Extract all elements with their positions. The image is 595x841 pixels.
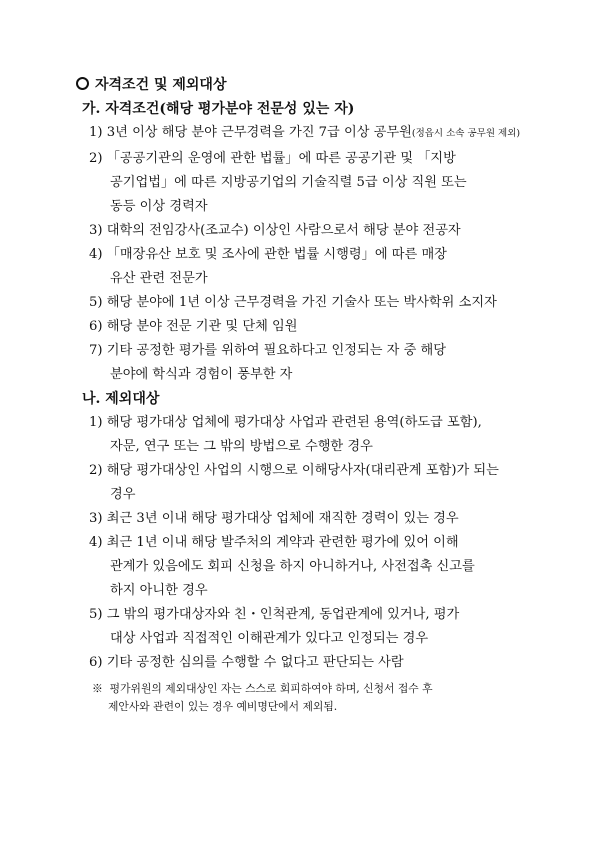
- item-text-continued: 자문, 연구 또는 그 밖의 방법으로 수행한 경우: [110, 439, 373, 454]
- item-number: 2): [89, 151, 103, 166]
- list-item: [89, 246, 447, 264]
- item-number: 1): [89, 415, 103, 430]
- item-text-continued: 분야에 학식과 경험이 풍부한 자: [110, 367, 293, 382]
- item-small-note: (정읍시 소속 공무원 제외): [411, 128, 521, 139]
- item-text-continued: 하지 아니한 경우: [110, 583, 208, 598]
- subsection-heading-ga: 가. 자격조건(해당 평가분야 전문성 있는 자): [82, 101, 355, 117]
- item-text: 「매장유산 보호 및 조사에 관한 법률 시행령」에 따른 매장: [106, 247, 447, 262]
- item-text: 해당 분야에 1년 이상 근무경력을 가진 기술사 또는 박사학위 소지자: [106, 295, 497, 310]
- item-text-continued: 대상 사업과 직접적인 이해관계가 있다고 인정되는 경우: [110, 631, 429, 646]
- list-item: [89, 462, 499, 480]
- item-text: 해당 평가대상 업체에 평가대상 사업과 관련된 용역(하도급 포함),: [106, 415, 482, 430]
- item-text: 그 밖의 평가대상자와 친・인척관계, 동업관계에 있거나, 평가: [106, 607, 460, 622]
- item-text-continued: 관계가 있음에도 회피 신청을 하지 아니하거나, 사전접촉 신고를: [110, 559, 475, 574]
- subsection-heading-na: 나. 제외대상: [82, 391, 160, 407]
- list-item: [89, 294, 497, 312]
- item-text: 해당 분야 전문 기관 및 단체 임원: [106, 319, 298, 334]
- circle-bullet-icon: [76, 77, 89, 90]
- item-text: 대학의 전임강사(조교수) 이상인 사람으로서 해당 분야 전공자: [106, 223, 461, 238]
- list-item: [89, 150, 539, 168]
- item-number: 6): [89, 319, 103, 334]
- item-text-continued: 경우: [110, 487, 136, 502]
- item-number: 6): [89, 655, 103, 670]
- item-number: 1): [89, 125, 103, 140]
- list-item: [89, 414, 482, 432]
- item-number: 3): [89, 511, 103, 526]
- list-item: [89, 534, 459, 552]
- item-text-continued: 동등 이상 경력자: [110, 199, 208, 214]
- item-text: 3년 이상 해당 분야 근무경력을 가진 7급 이상 공무원: [106, 125, 412, 140]
- footnote-text: 평가위원의 제외대상인 자는 스스로 회피하여야 하며, 신청서 접수 후: [109, 682, 433, 695]
- list-item: [89, 222, 461, 240]
- list-item: [89, 606, 459, 624]
- section-title: [76, 76, 226, 94]
- footnote: [92, 680, 433, 698]
- list-item: [89, 654, 404, 672]
- item-text: 「공공기관의 운영에 관한 법률」에 따른 공공기관 및 「지방: [106, 151, 456, 166]
- item-text: 해당 평가대상인 사업의 시행으로 이해당사자(대리관계 포함)가 되는: [106, 463, 499, 478]
- section-title-text: 자격조건 및 제외대상: [95, 77, 227, 93]
- list-item: [89, 342, 446, 360]
- item-text: 최근 3년 이내 해당 평가대상 업체에 재직한 경력이 있는 경우: [106, 511, 459, 526]
- reference-mark-icon: ※: [92, 682, 103, 695]
- item-text-continued: 유산 관련 전문가: [110, 271, 208, 286]
- item-number: 7): [89, 343, 103, 358]
- item-number: 5): [89, 607, 103, 622]
- item-text: 최근 1년 이내 해당 발주처의 계약과 관련한 평가에 있어 이해: [106, 535, 459, 550]
- footnote-continued: 제안사와 관련이 있는 경우 예비명단에서 제외됨.: [108, 700, 338, 713]
- item-text: 기타 공정한 심의를 수행할 수 없다고 판단되는 사람: [106, 655, 404, 670]
- item-number: 4): [89, 247, 103, 262]
- item-text-continued: 공기업법」에 따른 지방공기업의 기술직렬 5급 이상 직원 또는: [110, 175, 467, 190]
- list-item: [89, 124, 520, 143]
- item-text: 기타 공정한 평가를 위하여 필요하다고 인정되는 자 중 해당: [106, 343, 447, 358]
- list-item: [89, 318, 298, 336]
- item-number: 5): [89, 295, 103, 310]
- item-number: 3): [89, 223, 103, 238]
- item-number: 2): [89, 463, 103, 478]
- item-number: 4): [89, 535, 103, 550]
- list-item: [89, 510, 459, 528]
